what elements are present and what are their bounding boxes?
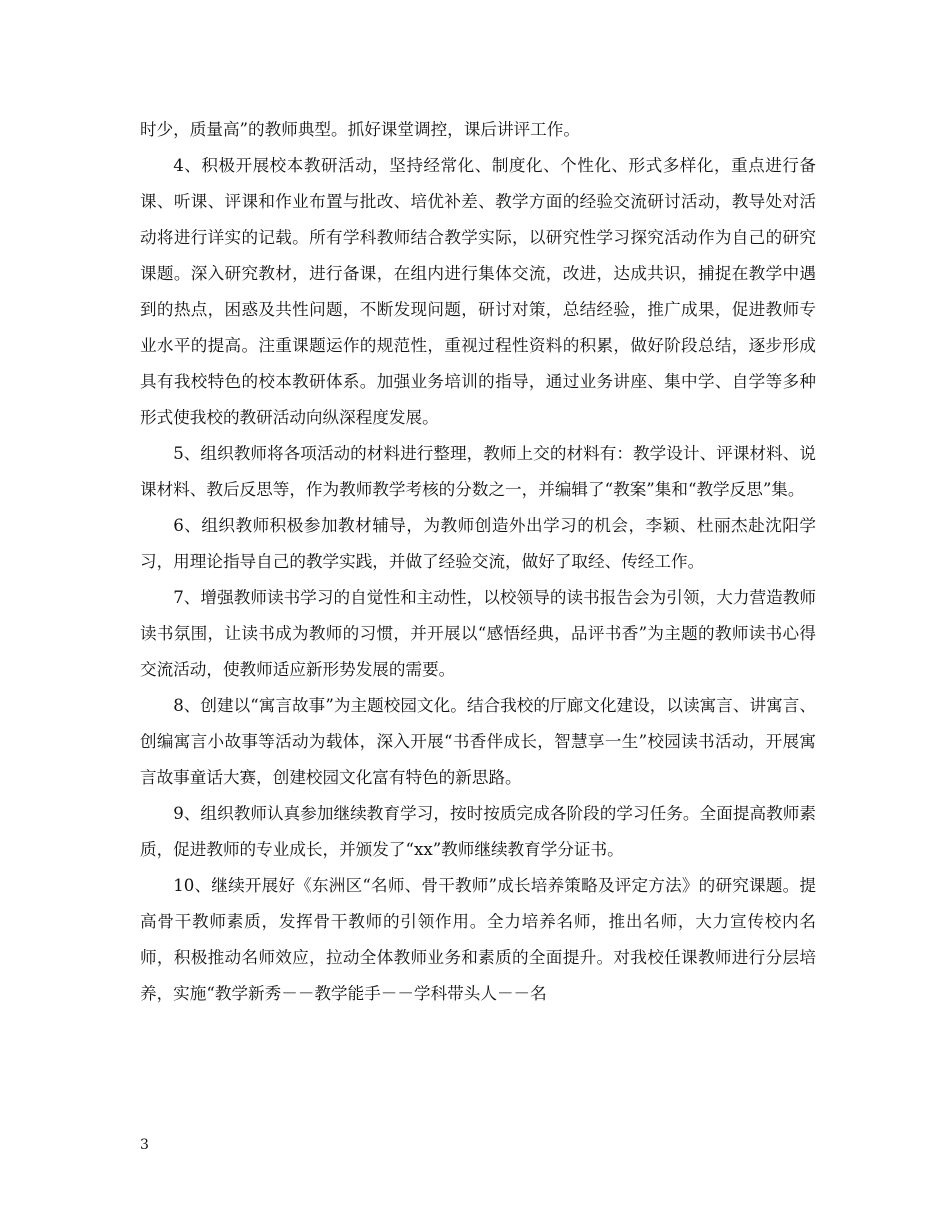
- paragraph-item-5: 5、组织教师将各项活动的材料进行整理，教师上交的材料有：教学设计、评课材料、说课材料、教后反思等，作为教师教学考核的分数之一，并编辑了“教案”集和“教学反思”集。: [140, 444, 816, 499]
- paragraph-item-7: 7、增强教师读书学习的自觉性和主动性，以校领导的读书报告会为引领，大力营造教师读书氛围，让读书成为教师的习惯，并开展以“感悟经典，品评书香”为主题的教师读书心得交流活动，使教师适应新形势发展的需要。: [140, 588, 816, 679]
- paragraph-continued: 时少，质量高”的教师典型。抓好课堂调控，课后讲评工作。: [140, 120, 580, 139]
- paragraph-item-8: 8、创建以“寓言故事”为主题校园文化。结合我校的厅廊文化建设，以读寓言、讲寓言、创编寓言小故事等活动为载体，深入开展“书香伴成长，智慧享一生”校园读书活动，开展寓言故事童话大赛，创建校园文化富有特色的新思路。: [140, 696, 816, 787]
- page-number: 3: [140, 1137, 149, 1153]
- document-body: [140, 112, 816, 1012]
- paragraph-item-9: 9、组织教师认真参加继续教育学习，按时按质完成各阶段的学习任务。全面提高教师素质，促进教师的专业成长，并颁发了“xx”教师继续教育学分证书。: [140, 804, 816, 859]
- paragraph-item-4: 4、积极开展校本教研活动，坚持经常化、制度化、个性化、形式多样化，重点进行备课、听课、评课和作业布置与批改、培优补差、教学方面的经验交流研讨活动，教导处对活动将进行详实的记载。所有学科教师结合教学实际，以研究性学习探究活动作为自己的研究课题。深入研究教材，进行备课，在组内进行集体交流，改进，达成共识，捕捉在教学中遇到的热点，困惑及共性问题，不断发现问题，研讨对策，总结经验，推广成果，促进教师专业水平的提高。注重课题运作的规范性，重视过程性资料的积累，做好阶段总结，逐步形成具有我校特色的校本教研体系。加强业务培训的指导，通过业务讲座、集中学、自学等多种形式使我校的教研活动向纵深程度发展。: [140, 156, 816, 427]
- paragraph-item-10: 10、继续开展好《东洲区“名师、骨干教师”成长培养策略及评定方法》的研究课题。提高骨干教师素质，发挥骨干教师的引领作用。全力培养名师，推出名师，大力宣传校内名师，积极推动名师效应，拉动全体教师业务和素质的全面提升。对我校任课教师进行分层培养，实施“教学新秀－－教学能手－－学科带头人－－名: [140, 876, 816, 1003]
- paragraph-item-6: 6、组织教师积极参加教材辅导，为教师创造外出学习的机会，李颖、杜丽杰赴沈阳学习，用理论指导自己的教学实践，并做了经验交流，做好了取经、传经工作。: [140, 516, 816, 571]
